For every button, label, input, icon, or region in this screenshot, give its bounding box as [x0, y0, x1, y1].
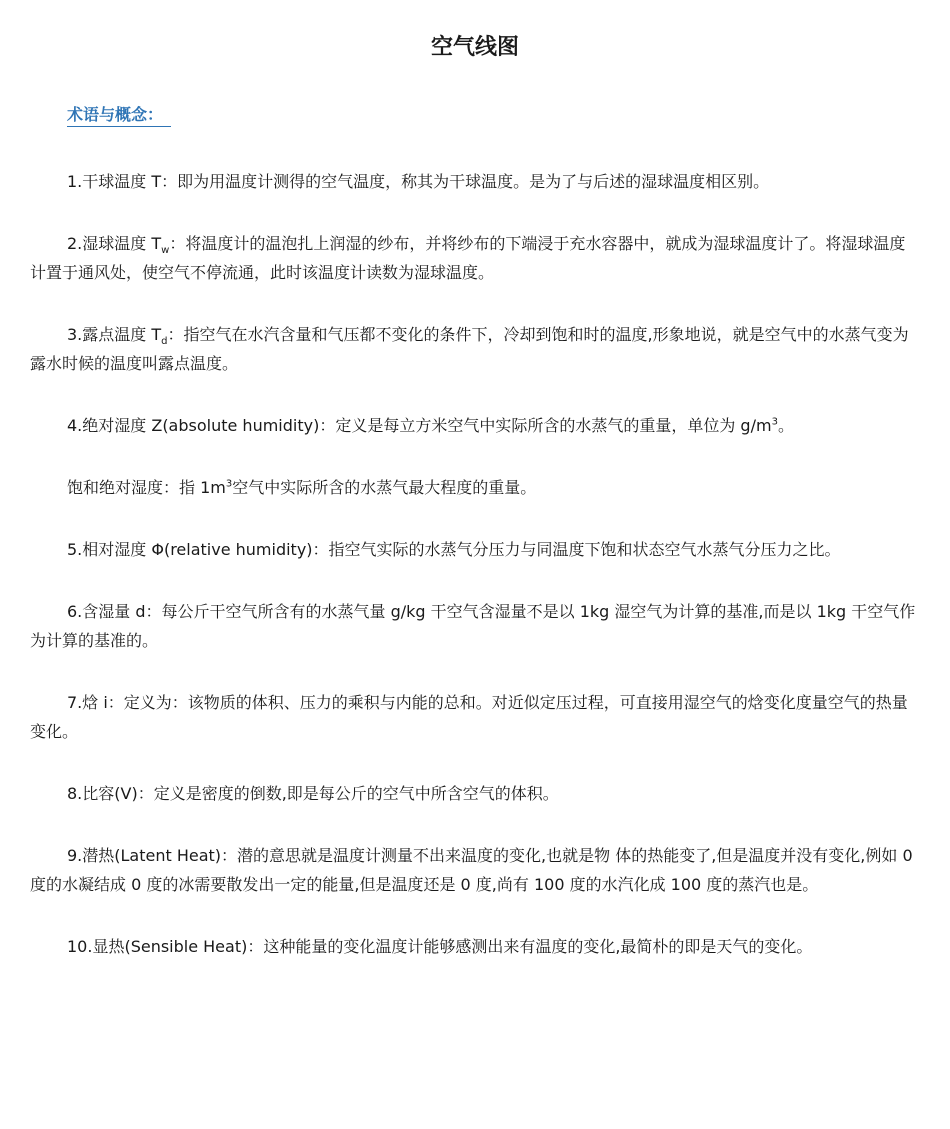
- term-wet-bulb-temperature: [30, 229, 920, 287]
- term-text: 1.干球温度 T：即为用温度计测得的空气温度，称其为干球温度。是为了与后述的湿球温度相区别。: [67, 172, 770, 191]
- term-text: 饱和绝对湿度：指 1m: [67, 478, 226, 497]
- term-text: 5.相对湿度 Φ(relative humidity)：指空气实际的水蒸气分压力与同温度下饱和状态空气水蒸气分压力之比。: [67, 540, 841, 559]
- term-text: 3.露点温度 T: [67, 325, 162, 344]
- term-moisture-content: [30, 597, 920, 655]
- term-text: 6.含湿量 d：每公斤干空气所含有的水蒸气量 g/kg 干空气含湿量不是以 1kg 湿空气为计算的基准,而是以 1kg 干空气作为计算的基准的。: [30, 602, 916, 650]
- term-text-cont: 。: [777, 416, 794, 435]
- superscript: 3: [771, 416, 778, 428]
- term-relative-humidity: [30, 535, 920, 564]
- term-absolute-humidity: [30, 411, 920, 440]
- superscript: 3: [225, 478, 233, 490]
- term-text: 9.潜热(Latent Heat)：潜的意思就是温度计测量不出来温度的变化,也就是物 体的热能变了,但是温度并没有变化,例如 0 度的水凝结成 0 度的冰需要散发出一定的能量,但是温度还是 0 度,尚有 100 度的水汽化成 100 度的蒸汽也是。: [30, 846, 913, 894]
- term-sensible-heat: [30, 932, 920, 961]
- term-text: 2.湿球温度 T: [67, 234, 162, 253]
- section-heading: 术语与概念：: [67, 104, 171, 127]
- subscript: w: [161, 245, 170, 257]
- term-text: 4.绝对湿度 Z(absolute humidity)：定义是每立方米空气中实际所含的水蒸气的重量，单位为 g/m: [67, 416, 772, 435]
- term-text: 7.焓 i：定义为：该物质的体积、压力的乘积与内能的总和。对近似定压过程，可直接用湿空气的焓变化度量空气的热量变化。: [30, 693, 908, 741]
- document-title: 空气线图: [430, 35, 519, 60]
- term-enthalpy: [30, 688, 920, 746]
- term-specific-volume: [30, 779, 920, 808]
- term-text: 8.比容(V)：定义是密度的倒数,即是每公斤的空气中所含空气的体积。: [67, 784, 559, 803]
- term-saturated-absolute-humidity: [30, 473, 920, 502]
- term-dew-point-temperature: [30, 320, 920, 378]
- term-text-cont: ：将温度计的温泡扎上润湿的纱布，并将纱布的下端浸于充水容器中，就成为湿球温度计了。将湿球温度计置于通风处，使空气不停流通，此时该温度计读数为湿球温度。: [30, 234, 906, 282]
- term-text-cont: 空气中实际所含的水蒸气最大程度的重量。: [232, 478, 537, 497]
- term-dry-bulb-temperature: [30, 167, 920, 196]
- term-text: 10.显热(Sensible Heat)：这种能量的变化温度计能够感测出来有温度的变化,最简朴的即是天气的变化。: [67, 937, 813, 956]
- term-latent-heat: [30, 841, 920, 899]
- subscript: d: [161, 336, 168, 348]
- term-text-cont: ：指空气在水汽含量和气压都不变化的条件下，冷却到饱和时的温度,形象地说，就是空气中的水蒸气变为露水时候的温度叫露点温度。: [30, 325, 909, 373]
